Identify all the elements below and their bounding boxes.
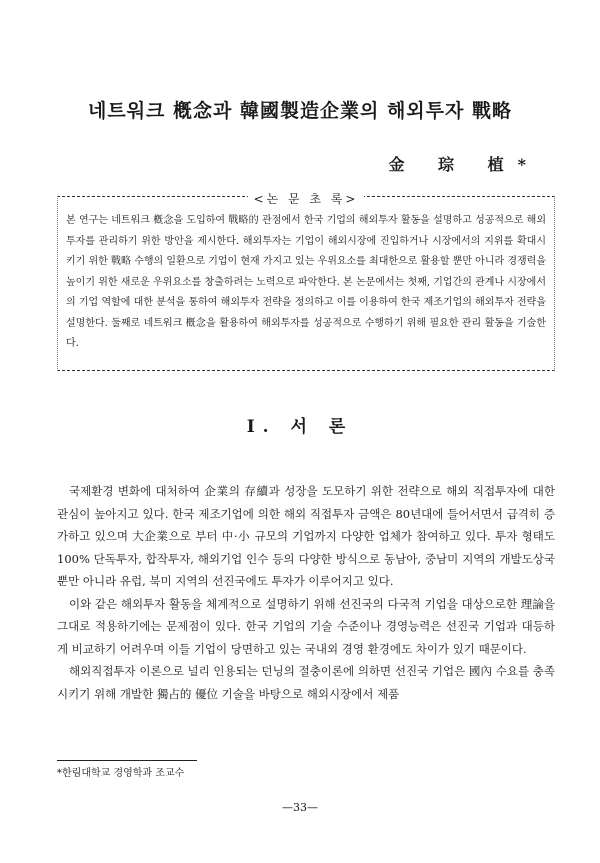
body-text (57, 480, 555, 705)
body-paragraph-1: 국제환경 변화에 대처하여 企業의 存續과 성장을 도모하기 위한 전략으로 해외 직접투자에 대한 관심이 높아지고 있다. 한국 제조기업에 의한 해외 직접투자 금액은 80년대에 들어서면서 급격히 증가하고 있으며 大企業으로 부터 中·小 규모의 기업까지 다양한 업체가 참여하고 있다. 투자 형태도 100% 단독투자, 합작투자, 해외기업 인수 등의 다양한 방식으로 동남아, 중남미 지역의 개발도상국 뿐만 아니라 유럽, 북미 지역의 선진국에도 투자가 이루어지고 있다. (57, 484, 555, 588)
body-paragraph-3: 해외직접투자 이론으로 널리 인용되는 던닝의 절충이론에 의하면 선진국 기업은 國內 수요를 충족시키기 위해 개발한 獨占的 優位 기술을 바탕으로 해외시장에서 제품 (57, 664, 555, 701)
page-number: —33— (282, 801, 318, 814)
paper-title: 네트워크 槪念과 韓國製造企業의 해외투자 戰略 (87, 100, 512, 122)
footnote-divider (57, 760, 197, 761)
footnote: *한림대학교 경영학과 조교수 (57, 768, 185, 779)
section-heading: I. 서 론 (246, 417, 354, 437)
body-paragraph-2: 이와 같은 해외투자 활동을 체계적으로 설명하기 위해 선진국의 다국적 기업을 대상으로한 理論을 그대로 적용하기에는 문제점이 있다. 한국 기업의 기술 수준이나 경영능력은 선진국 기업과 대등하게 비교하기 어려우며 이들 기업이 당면하고 있는 국내외 경영 환경에도 차이가 있기 때문이다. (57, 596, 555, 656)
abstract-heading: <논 문 초 록> (248, 192, 365, 206)
abstract-box (57, 192, 555, 371)
abstract-heading-wrap (58, 188, 554, 207)
author-name: 金 琮 植* (388, 155, 540, 174)
abstract-text: 본 연구는 네트워크 槪念을 도입하여 戰略的 관점에서 한국 기업의 해외투자 활동을 설명하고 성공적으로 해외투자를 관리하기 위한 방안을 제시한다. 해외투자는 기업이 해외시장에 진입하거나 시장에서의 지위를 확대시키기 위한 戰略 수행의 일환으로 기업이 현재 가지고 있는 우위요소를 최대한으로 활용할 뿐만 아니라 경쟁력을 높이기 위한 새로운 우위요소를 창출하려는 노력으로 파악한다. 본 논문에서는 첫째, 기업간의 관계나 시장에서의 기업 역할에 대한 분석을 통하여 해외투자 전략을 정의하고 이를 이용하여 한국 제조기업의 해외투자 전략을 설명한다. 둘째로 네트워크 槪念을 활용하여 해외투자를 성공적으로 수행하기 위해 필요한 관리 활동을 기술한다. (66, 215, 546, 349)
